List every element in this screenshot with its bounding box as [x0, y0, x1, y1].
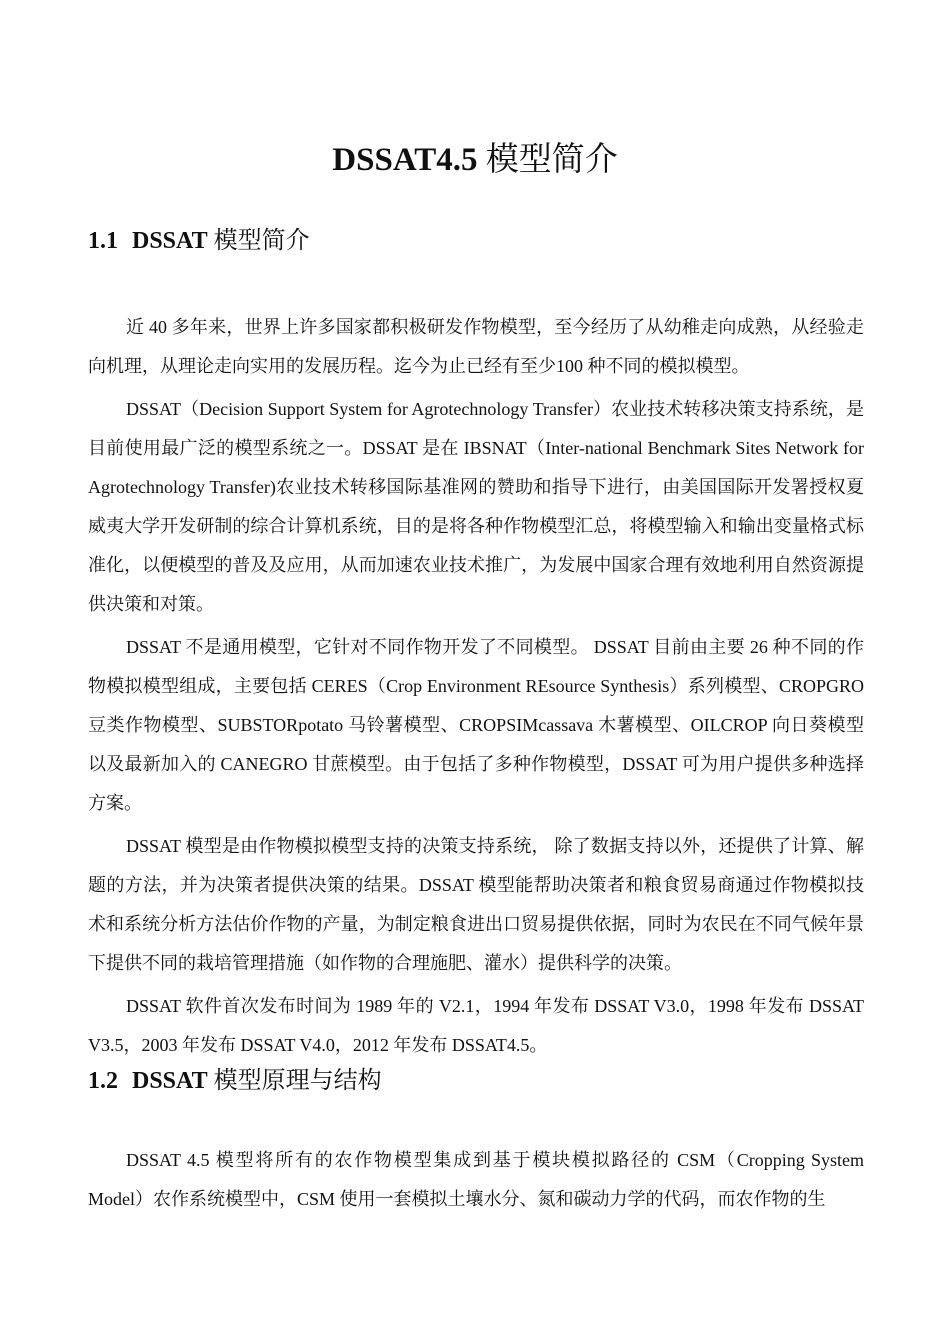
section-heading-cjk: 模型原理与结构	[213, 1068, 382, 1094]
section-heading-cjk: 模型简介	[213, 228, 310, 254]
section-heading-latin: DSSAT	[132, 1068, 208, 1094]
section-body-1-2	[88, 1141, 864, 1223]
paragraph: DSSAT 模型是由作物模拟模型支持的决策支持系统， 除了数据支持以外，还提供了计算、解题的方法，并为决策者提供决策的结果。DSSAT 模型能帮助决策者和粮食贸易商通过作物模拟技术和系统分析方法估价作物的产量，为制定粮食进出口贸易提供依据，同时为农民在不同气候年景下提供不同的栽培管理措施（如作物的合理施肥、灌水）提供科学的决策。	[88, 836, 864, 973]
section-heading-1-2	[88, 1064, 382, 1098]
section-heading-latin: DSSAT	[132, 228, 208, 254]
document-title-latin: DSSAT4.5	[332, 142, 478, 178]
section-heading-1-1	[88, 224, 310, 258]
section-number: 1.1	[88, 228, 118, 254]
section-body-1-1	[88, 308, 864, 1069]
paragraph: DSSAT（Decision Support System for Agrotechnology Transfer）农业技术转移决策支持系统，是目前使用最广泛的模型系统之一。DSSAT 是在 IBSNAT（Inter-national Benchmark Sites Network for Agrotechnology Transfer)农业技术转移国际基准网的赞助和指导下进行，由美国国际开发署授权夏威夷大学开发研制的综合计算机系统，目的是将各种作物模型汇总，将模型输入和输出变量格式标准化，以便模型的普及及应用，从而加速农业技术推广，为发展中国家合理有效地利用自然资源提供决策和对策。	[88, 399, 864, 614]
document-title-cjk: 模型简介	[485, 142, 618, 178]
section-number: 1.2	[88, 1068, 118, 1094]
paragraph: 近 40 多年来，世界上许多国家都积极研发作物模型，至今经历了从幼稚走向成熟，从经验走向机理，从理论走向实用的发展历程。迄今为止已经有至少100 种不同的模拟模型。	[88, 317, 864, 376]
paragraph: DSSAT 不是通用模型，它针对不同作物开发了不同模型。 DSSAT 目前由主要 26 种不同的作物模拟模型组成，主要包括 CERES（Crop Environment REsource Synthesis）系列模型、CROPGRO 豆类作物模型、SUBSTORpotato 马铃薯模型、CROPSIMcassava 木薯模型、OILCROP 向日葵模型以及最新加入的 CANEGRO 甘蔗模型。由于包括了多种作物模型，DSSAT 可为用户提供多种选择方案。	[88, 637, 864, 813]
paragraph: DSSAT 4.5 模型将所有的农作物模型集成到基于模块模拟路径的 CSM（Cropping System Model）农作系统模型中，CSM 使用一套模拟土壤水分、氮和碳动力学的代码，而农作物的生	[88, 1150, 864, 1209]
document-title	[0, 136, 950, 184]
paragraph: DSSAT 软件首次发布时间为 1989 年的 V2.1，1994 年发布 DSSAT V3.0，1998 年发布 DSSAT V3.5，2003 年发布 DSSAT V4.0，2012 年发布 DSSAT4.5。	[88, 996, 864, 1055]
